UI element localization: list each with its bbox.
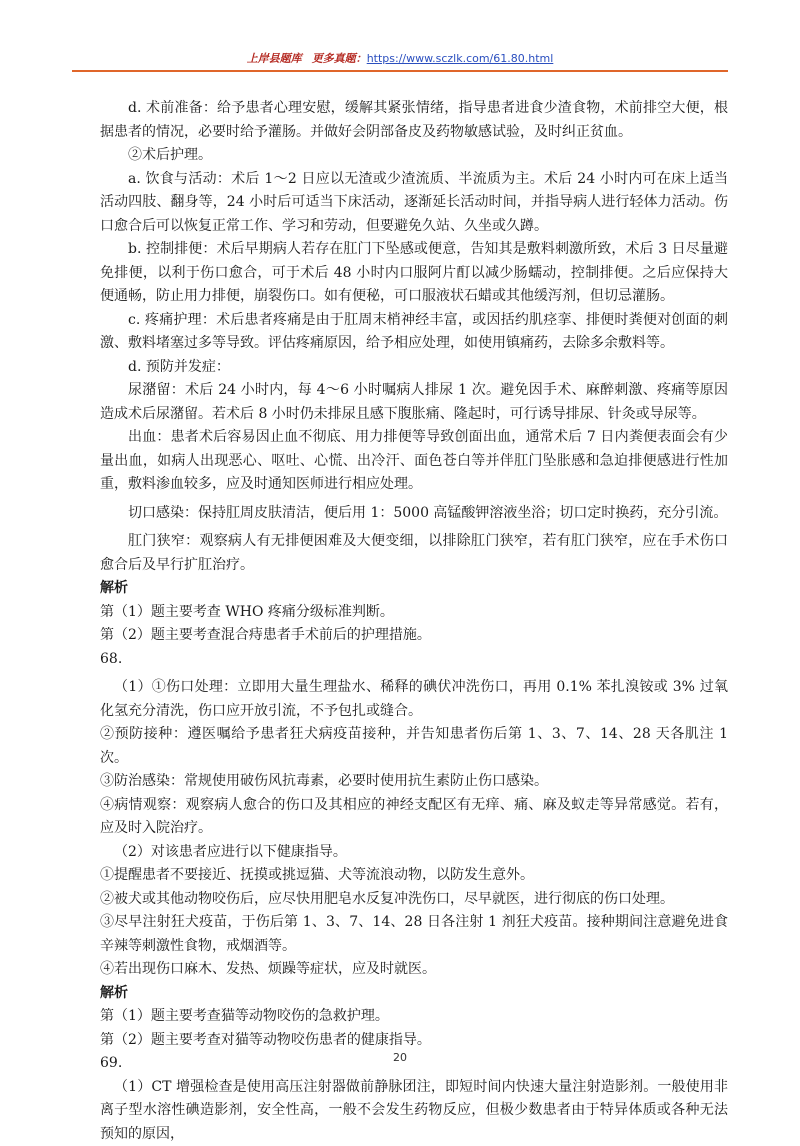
- header-brand: 上岸县题库: [247, 52, 302, 65]
- paragraph: ②预防接种：遵医嘱给予患者狂犬病疫苗接种，并告知患者伤后第 1、3、7、14、28 天各肌注 1 次。: [100, 723, 728, 770]
- paragraph: 出血：患者术后容易因止血不彻底、用力排便等导致创面出血，通常术后 7 日内粪便表面会有少量出血，如病人出现恶心、呕吐、心慌、出冷汗、面色苍白等并伴肛门坠胀感和急迫排便感进行性加重，敷料渗血较多，应及时通知医师进行相应处理。: [100, 426, 728, 497]
- paragraph: d. 术前准备：给予患者心理安慰，缓解其紧张情绪，指导患者进食少渣食物，术前排空大便，根据患者的情况，必要时给予灌肠。并做好会阴部备皮及药物敏感试验，及时纠正贫血。: [100, 97, 728, 144]
- analysis-heading: 解析: [100, 577, 728, 601]
- paragraph: ④病情观察：观察病人愈合的伤口及其相应的神经支配区有无痒、痛、麻及蚁走等异常感觉。若有，应及时入院治疗。: [100, 794, 728, 841]
- paragraph: 第（2）题主要考查混合痔患者手术前后的护理措施。: [100, 624, 728, 648]
- paragraph: ④若出现伤口麻木、发热、烦躁等症状，应及时就医。: [100, 958, 728, 982]
- paragraph: c. 疼痛护理：术后患者疼痛是由于肛周末梢神经丰富，或因括约肌痉挛、排便时粪便对创面的刺激、敷料堵塞过多等导致。评估疼痛原因，给予相应处理，如使用镇痛药，去除多余敷料等。: [100, 309, 728, 356]
- paragraph: 第（1）题主要考查 WHO 疼痛分级标准判断。: [100, 601, 728, 625]
- header-label: 更多真题：: [312, 52, 367, 65]
- analysis-heading: 解析: [100, 982, 728, 1006]
- paragraph: ②被犬或其他动物咬伤后，应尽快用肥皂水反复冲洗伤口，尽早就医，进行彻底的伤口处理。: [100, 888, 728, 912]
- paragraph: a. 饮食与活动：术后 1～2 日应以无渣或少渣流质、半流质为主。术后 24 小时内可在床上适当活动四肢、翻身等，24 小时后可适当下床活动，逐渐延长活动时间，并指导病人进行轻体力活动。伤口愈合后可以恢复正常工作、学习和劳动，但要避免久站、久坐或久蹲。: [100, 168, 728, 239]
- paragraph: （1）CT 增强检查是使用高压注射器做前静脉团注，即短时间内快速大量注射造影剂。一般使用非离子型水溶性碘造影剂，安全性高，一般不会发生药物反应，但极少数患者由于特异体质或各种无法预知的原因，: [100, 1076, 728, 1146]
- paragraph: ①提醒患者不要接近、抚摸或挑逗猫、犬等流浪动物，以防发生意外。: [100, 864, 728, 888]
- paragraph: 第（2）题主要考查对猫等动物咬伤患者的健康指导。: [100, 1029, 728, 1053]
- paragraph: （1）①伤口处理：立即用大量生理盐水、稀释的碘伏冲洗伤口，再用 0.1% 苯扎溴铵或 3% 过氧化氢充分清洗，伤口应开放引流，不予包扎或缝合。: [100, 676, 728, 723]
- paragraph: ③尽早注射狂犬疫苗，于伤后第 1、3、7、14、28 日各注射 1 剂狂犬疫苗。接种期间注意避免进食辛辣等刺激性食物，戒烟酒等。: [100, 911, 728, 958]
- paragraph: 尿潴留：术后 24 小时内，每 4～6 小时嘱病人排尿 1 次。避免因手术、麻醉刺激、疼痛等原因造成术后尿潴留。若术后 8 小时仍未排尿且感下腹胀痛、隆起时，可行诱导排尿、针灸或导尿等。: [100, 379, 728, 426]
- question-number: 69.: [100, 1052, 728, 1076]
- paragraph: 切口感染：保持肛周皮肤清洁，便后用 1：5000 高锰酸钾溶液坐浴；切口定时换药，充分引流。: [100, 502, 728, 526]
- header-divider: [72, 70, 728, 72]
- paragraph: d. 预防并发症：: [100, 356, 728, 380]
- page-number: 20: [0, 1051, 800, 1064]
- paragraph: b. 控制排便：术后早期病人若存在肛门下坠感或便意，告知其是敷料刺激所致，术后 3 日尽量避免排便，以利于伤口愈合，可于术后 48 小时内口服阿片酊以减少肠蠕动，控制排便。之后应保持大便通畅，防止用力排便，崩裂伤口。如有便秘，可口服液状石蜡或其他缓泻剂，但切忌灌肠。: [100, 238, 728, 309]
- paragraph: 肛门狭窄：观察病人有无排便困难及大便变细，以排除肛门狭窄，若有肛门狭窄，应在手术伤口愈合后及早行扩肛治疗。: [100, 530, 728, 577]
- page-body: [100, 97, 728, 1146]
- paragraph: ②术后护理。: [100, 144, 728, 168]
- page-header: [0, 52, 800, 66]
- paragraph: ③防治感染：常规使用破伤风抗毒素，必要时使用抗生素防止伤口感染。: [100, 770, 728, 794]
- paragraph: 第（1）题主要考查猫等动物咬伤的急救护理。: [100, 1005, 728, 1029]
- paragraph: （2）对该患者应进行以下健康指导。: [100, 841, 728, 865]
- question-number: 68.: [100, 648, 728, 672]
- header-link[interactable]: https://www.sczlk.com/61.80.html: [367, 52, 554, 65]
